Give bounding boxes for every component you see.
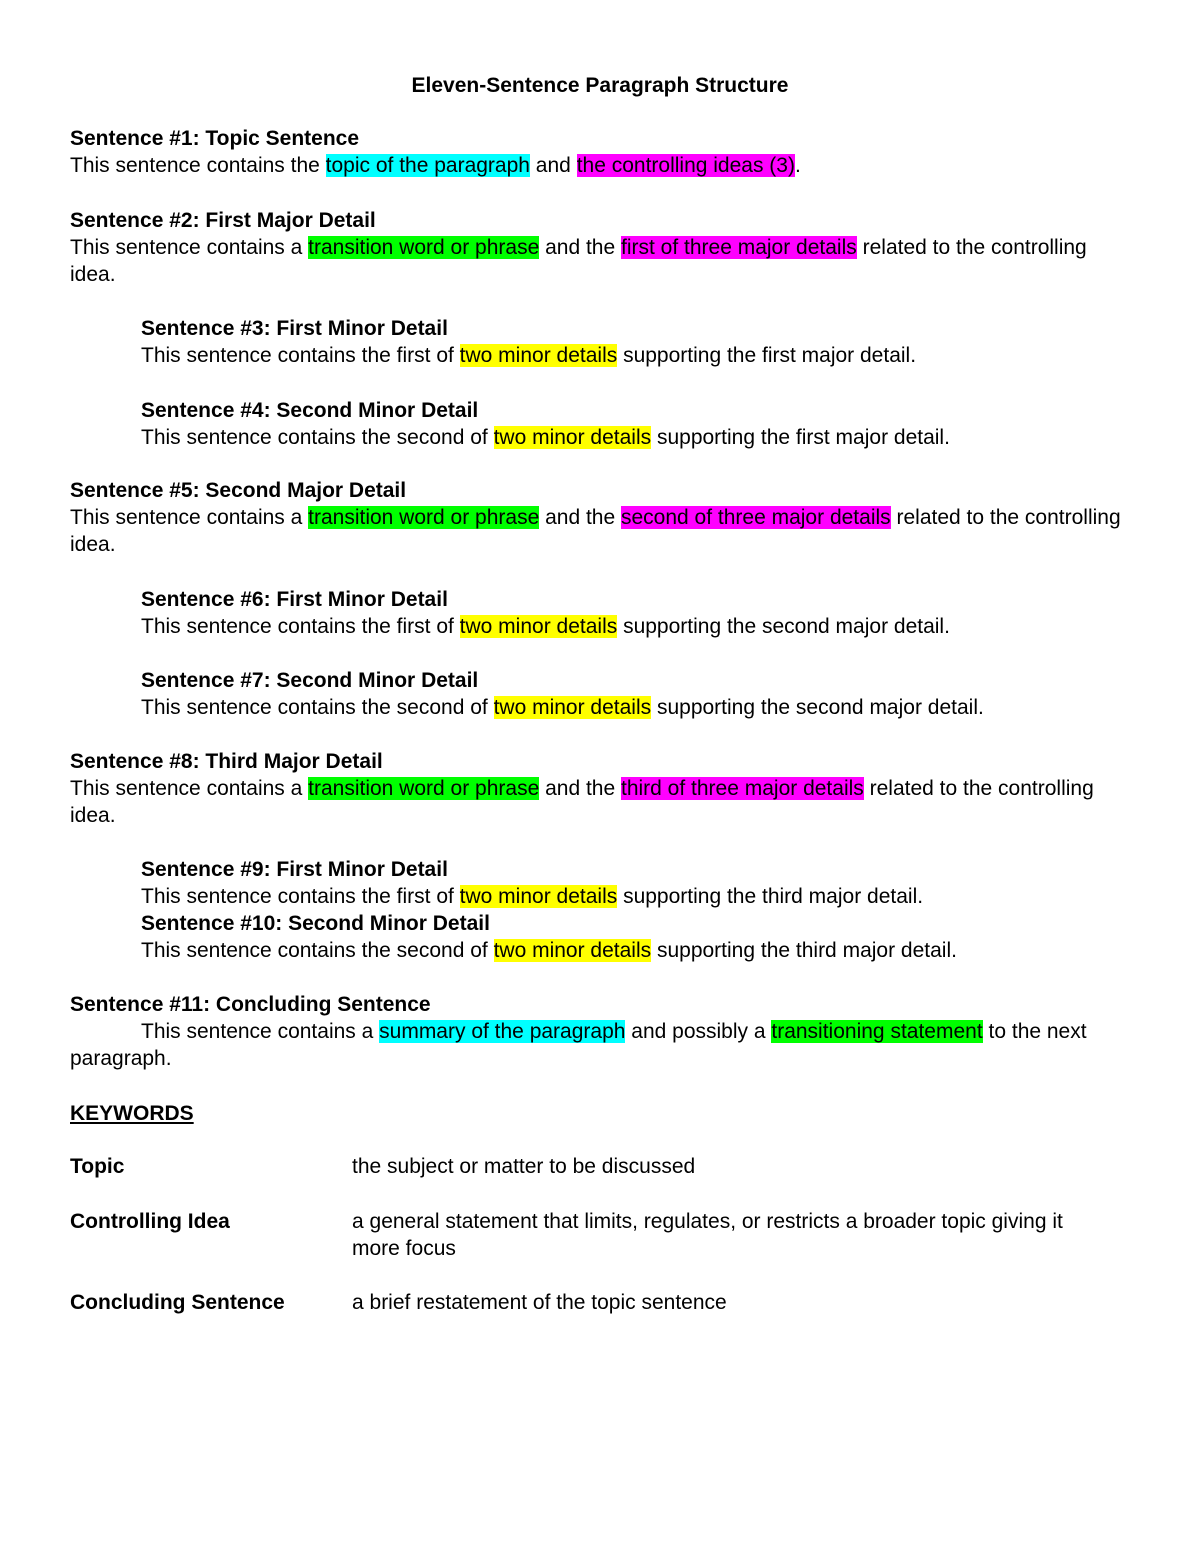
text-run: This sentence contains the first of: [141, 885, 460, 908]
keyword-term: Concluding Sentence: [70, 1291, 285, 1314]
text-run: This sentence contains the second of: [141, 696, 494, 719]
sentence-3-heading: Sentence #3: First Minor Detail: [141, 317, 448, 340]
text-run: This sentence contains the first of: [141, 344, 460, 367]
sentence-10-heading: Sentence #10: Second Minor Detail: [141, 912, 490, 935]
highlighted-phrase: two minor details: [493, 696, 652, 719]
text-run: supporting the first major detail.: [651, 426, 950, 449]
sentence-2-section: [70, 207, 1130, 288]
sentence-10-section: [141, 910, 1141, 964]
text-run: This sentence contains the first of: [141, 615, 460, 638]
text-run: supporting the third major detail.: [651, 939, 957, 962]
sentence-1-description: [70, 152, 1130, 179]
highlighted-phrase: transitioning statement: [771, 1020, 983, 1043]
text-run: This sentence contains a: [141, 1020, 380, 1043]
highlighted-phrase: transition word or phrase: [308, 236, 540, 259]
text-run: supporting the second major detail.: [617, 615, 950, 638]
document-title: Eleven-Sentence Paragraph Structure: [411, 74, 789, 97]
text-run: and: [529, 154, 577, 177]
sentence-6-description: [141, 613, 1141, 640]
sentence-11-heading: Sentence #11: Concluding Sentence: [70, 993, 431, 1016]
sentence-11-section: [70, 991, 1130, 1072]
sentence-4-heading: Sentence #4: Second Minor Detail: [141, 399, 479, 422]
text-run: This sentence contains the: [70, 154, 326, 177]
text-run: and the: [539, 506, 621, 529]
keywords-heading: KEYWORDS: [70, 1102, 194, 1125]
sentence-5-heading: Sentence #5: Second Major Detail: [70, 479, 407, 502]
keyword-definition: a general statement that limits, regulates, or restricts a broader topic giving it more focus: [352, 1210, 1063, 1260]
text-run: supporting the first major detail.: [617, 344, 917, 367]
text-run: This sentence contains a: [70, 777, 309, 800]
text-run: and the: [539, 777, 621, 800]
sentence-9-description: [141, 883, 1141, 910]
highlighted-phrase: first of three major details: [621, 236, 857, 259]
sentence-1-heading: Sentence #1: Topic Sentence: [70, 127, 360, 150]
highlighted-phrase: two minor details: [459, 885, 618, 908]
highlighted-phrase: second of three major details: [621, 506, 891, 529]
sentence-10-description: [141, 937, 1141, 964]
sentence-4-description: [141, 424, 1141, 451]
text-run: related to the controlling idea.: [70, 777, 1094, 827]
sentence-1-section: [70, 125, 1130, 179]
keyword-definition: the subject or matter to be discussed: [352, 1155, 696, 1178]
sentence-8-heading: Sentence #8: Third Major Detail: [70, 750, 383, 773]
highlighted-phrase: summary of the paragraph: [379, 1020, 626, 1043]
sentence-8-section: [70, 748, 1130, 829]
keyword-term: Topic: [70, 1155, 125, 1178]
sentence-3-description: [141, 342, 1141, 369]
text-run: and possibly a: [625, 1020, 772, 1043]
sentence-4-section: [141, 397, 1141, 451]
sentence-2-description: [70, 234, 1130, 288]
text-run: related to the controlling idea.: [70, 236, 1087, 286]
highlighted-phrase: two minor details: [459, 344, 618, 367]
text-run: This sentence contains a: [70, 506, 309, 529]
text-run: This sentence contains the second of: [141, 426, 494, 449]
sentence-6-section: [141, 586, 1141, 640]
sentence-7-section: [141, 667, 1141, 721]
sentence-7-description: [141, 694, 1141, 721]
sentence-6-heading: Sentence #6: First Minor Detail: [141, 588, 448, 611]
text-run: This sentence contains the second of: [141, 939, 494, 962]
sentence-9-section: [141, 856, 1141, 910]
text-run: related to the controlling idea.: [70, 506, 1121, 556]
sentence-3-section: [141, 315, 1141, 369]
highlighted-phrase: topic of the paragraph: [325, 154, 530, 177]
sentence-2-heading: Sentence #2: First Major Detail: [70, 209, 376, 232]
sentence-9-heading: Sentence #9: First Minor Detail: [141, 858, 448, 881]
highlighted-phrase: third of three major details: [621, 777, 864, 800]
highlighted-phrase: transition word or phrase: [308, 506, 540, 529]
text-run: .: [794, 154, 801, 177]
text-run: to the next paragraph.: [70, 1020, 1087, 1070]
text-run: and the: [539, 236, 621, 259]
highlighted-phrase: two minor details: [493, 939, 652, 962]
sentence-5-description: [70, 504, 1130, 558]
text-run: supporting the second major detail.: [651, 696, 984, 719]
sentence-5-section: [70, 477, 1130, 558]
text-run: This sentence contains a: [70, 236, 309, 259]
sentence-8-description: [70, 775, 1130, 829]
sentence-11-description: [70, 1018, 1130, 1072]
keyword-term: Controlling Idea: [70, 1210, 230, 1233]
highlighted-phrase: two minor details: [493, 426, 652, 449]
sentence-7-heading: Sentence #7: Second Minor Detail: [141, 669, 479, 692]
highlighted-phrase: two minor details: [459, 615, 618, 638]
highlighted-phrase: the controlling ideas (3): [576, 154, 795, 177]
text-run: supporting the third major detail.: [617, 885, 924, 908]
highlighted-phrase: transition word or phrase: [308, 777, 540, 800]
keyword-definition: a brief restatement of the topic sentence: [352, 1291, 727, 1314]
